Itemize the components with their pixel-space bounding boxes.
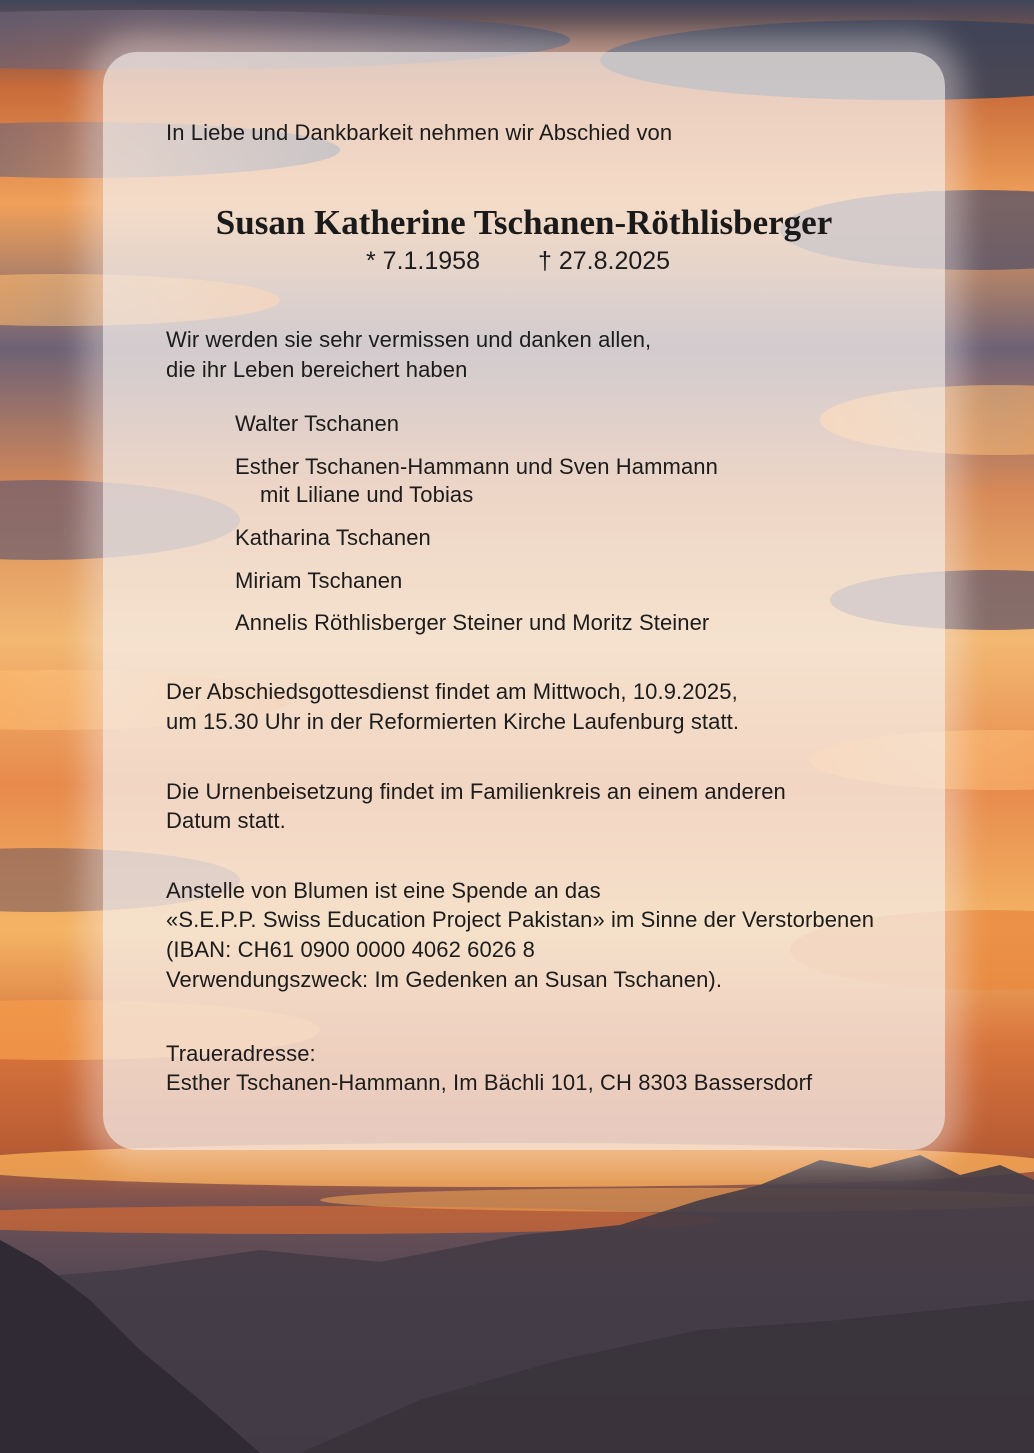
donation-line: Anstelle von Blumen ist eine Spende an das: [166, 878, 601, 903]
mourning-address: Esther Tschanen-Hammann, Im Bächli 101, CH 8303 Bassersdorf: [166, 1070, 813, 1095]
intro-text: In Liebe und Dankbarkeit nehmen wir Abschied von: [166, 120, 673, 145]
mourner-entry: Walter Tschanen: [235, 411, 400, 436]
urn-burial-line: Datum statt.: [166, 808, 286, 833]
donation-line: Verwendungszweck: Im Gedenken an Susan Tschanen).: [166, 967, 723, 992]
tribute-line: die ihr Leben bereichert haben: [166, 357, 468, 382]
life-dates: [366, 245, 670, 277]
donation-iban-line: (IBAN: CH61 0900 0000 4062 6026 8: [166, 937, 536, 962]
service-info-line: um 15.30 Uhr in der Reformierten Kirche Laufenburg statt.: [166, 709, 740, 734]
urn-burial-line: Die Urnenbeisetzung findet im Familienkreis an einem anderen: [166, 779, 786, 804]
birth-date: * 7.1.1958: [366, 247, 480, 275]
mourner-entry: Miriam Tschanen: [235, 568, 403, 593]
mourner-entry: Katharina Tschanen: [235, 525, 431, 550]
mourner-entry: Annelis Röthlisberger Steiner und Moritz Steiner: [235, 610, 710, 635]
mourner-entry-sub: mit Liliane und Tobias: [260, 482, 474, 507]
tribute-line: Wir werden sie sehr vermissen und danken allen,: [166, 327, 652, 352]
mourning-address-label: Traueradresse:: [166, 1041, 316, 1066]
deceased-name: Susan Katherine Tschanen-Röthlisberger: [215, 203, 833, 242]
service-info-line: Der Abschiedsgottesdienst findet am Mittwoch, 10.9.2025,: [166, 679, 738, 704]
death-date: † 27.8.2025: [538, 247, 671, 275]
mourner-entry: Esther Tschanen-Hammann und Sven Hammann: [235, 454, 718, 479]
donation-line: «S.E.P.P. Swiss Education Project Pakistan» im Sinne der Verstorbenen: [166, 907, 875, 932]
